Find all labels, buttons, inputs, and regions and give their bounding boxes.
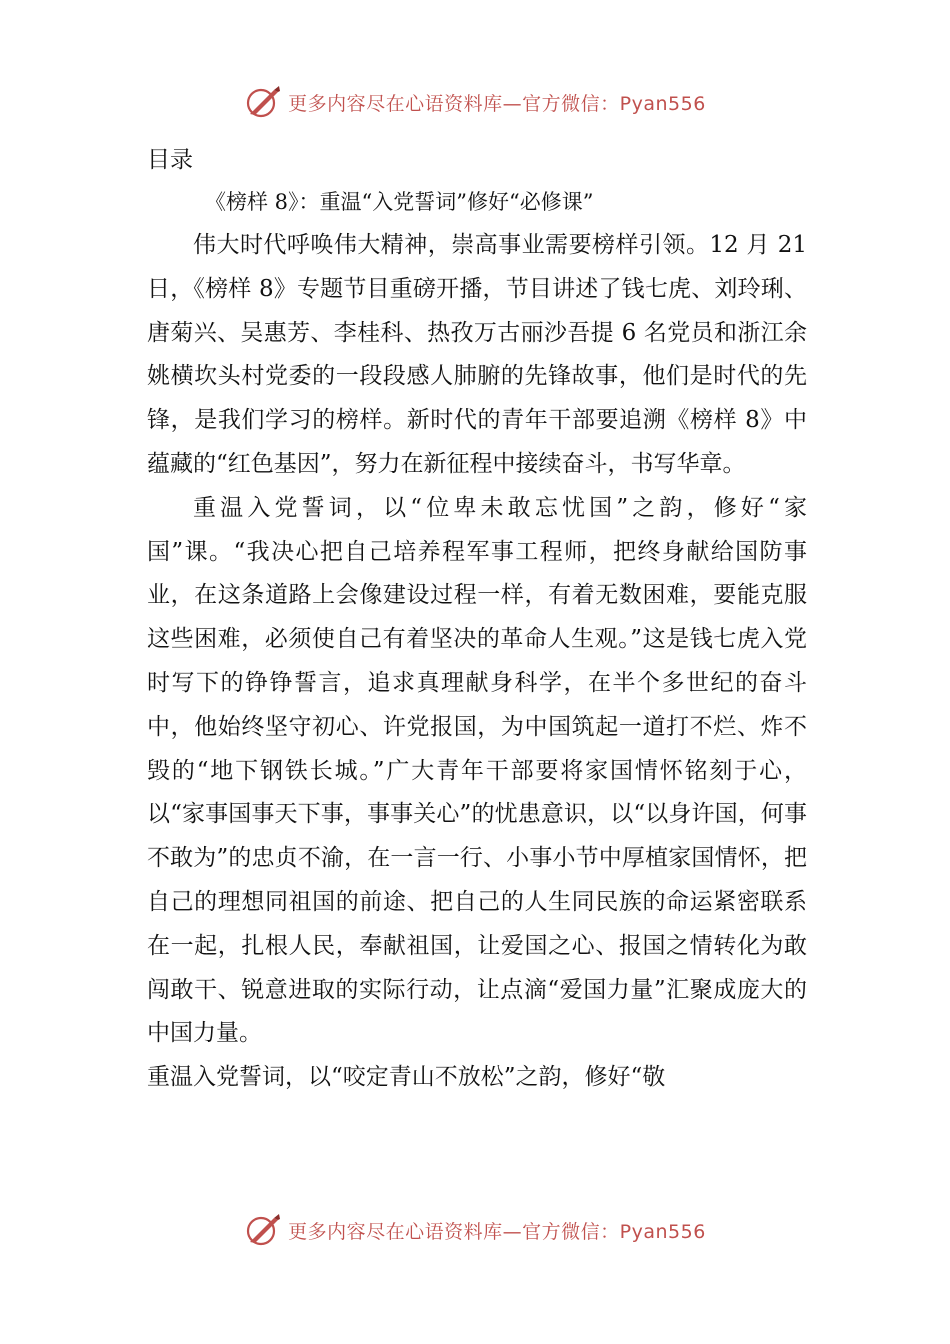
banner-text: 更多内容尽在心语资料库—官方微信：Pyan556 (288, 1220, 706, 1243)
pen-circle-icon (244, 84, 282, 120)
paragraph-family-nation: 重温入党誓词，以“位卑未敢忘忧国”之韵，修好“家国”课。“我决心把自己培养程军事工程师，把终身献给国防事业，在这条道路上会像建设过程一样，有着无数困难，要能克服这些困难，必须使自己有着坚决的革命人生观。”这是钱七虎入党时写下的铮铮誓言，追求真理献身科学，在半个多世纪的奋斗中，他始终坚守初心、许党报国，为中国筑起一道打不烂、炸不毁的“地下钢铁长城。”广大青年干部要将家国情怀铭刻于心，以“家事国事天下事，事事关心”的忧患意识，以“以身许国，何事不敢为”的忠贞不渝，在一言一行、小事小节中厚植家国情怀，把自己的理想同祖国的前途、把自己的人生同民族的命运紧密联系在一起，扎根人民，奉献祖国，让爱国之心、报国之情转化为敢闯敢干、锐意进取的实际行动，让点滴“爱国力量”汇聚成庞大的中国力量。 (147, 494, 807, 1047)
banner-text: 更多内容尽在心语资料库—官方微信：Pyan556 (288, 92, 706, 115)
pen-circle-icon (244, 1212, 282, 1248)
footer-banner (0, 1208, 950, 1252)
article-title: 《榜样 8》：重温“入党誓词”修好“必修课” (205, 190, 594, 214)
paragraph-persistence: 重温入党誓词，以“咬定青山不放松”之韵，修好“敬 (147, 1064, 666, 1091)
header-banner (0, 80, 950, 124)
document-body (147, 140, 807, 1100)
toc-label: 目录 (147, 147, 193, 173)
paragraph-intro: 伟大时代呼唤伟大精神，崇高事业需要榜样引领。12 月 21 日，《榜样 8》专题节目重磅开播，节目讲述了钱七虎、刘玲琍、唐菊兴、吴惠芳、李桂科、热孜万古丽沙吾提 6 名党员和浙江余姚横坎头村党委的一段段感人肺腑的先锋故事，他们是时代的先锋，是我们学习的榜样。新时代的青年干部要追溯《榜样 8》中蕴藏的“红色基因”，努力在新征程中接续奋斗，书写华章。 (147, 232, 807, 477)
